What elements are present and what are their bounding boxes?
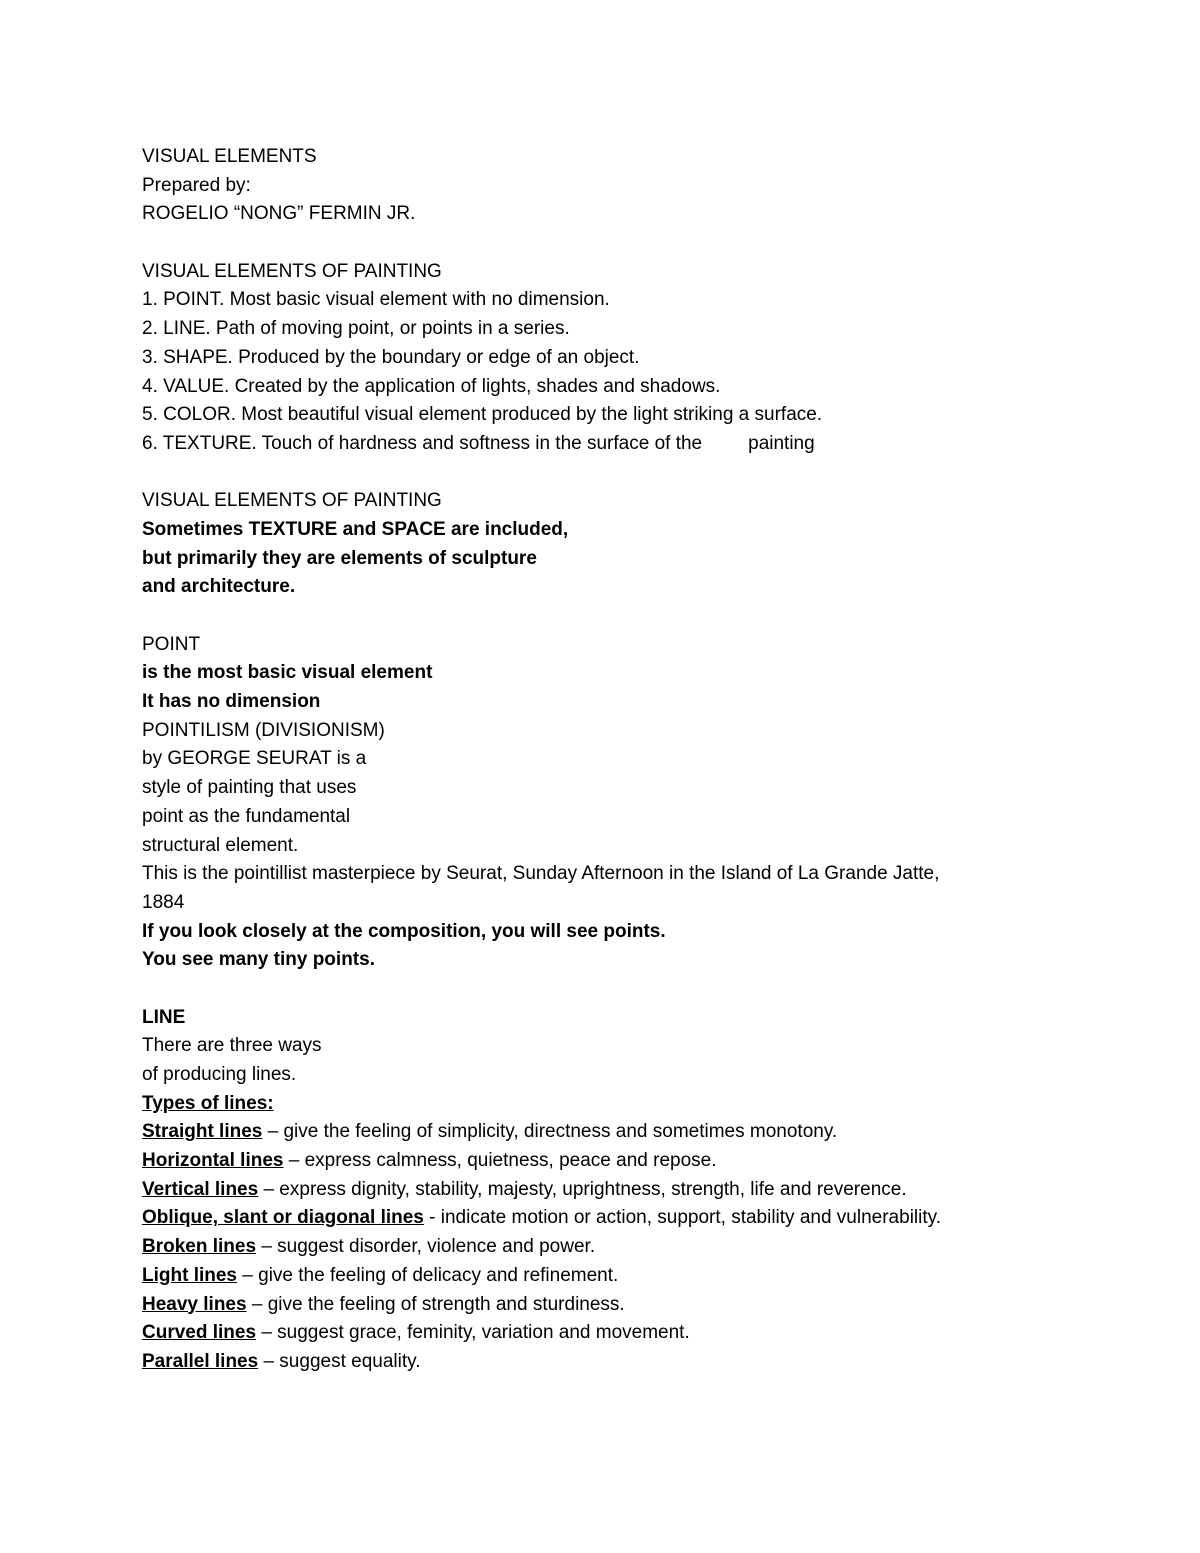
texture-space-note-3: and architecture.: [142, 576, 296, 598]
line-type-item: [142, 1204, 1142, 1233]
section-heading-line: LINE: [142, 1006, 186, 1028]
line-type-desc: – give the feeling of simplicity, directness and sometimes monotony.: [262, 1121, 838, 1143]
line-type-term: Curved lines: [142, 1322, 257, 1344]
list-item-point: 1. POINT. Most basic visual element with no dimension.: [142, 289, 610, 311]
line-intro-1: There are three ways: [142, 1035, 322, 1057]
list-item-texture-tail: painting: [748, 432, 815, 454]
line-type-term: Vertical lines: [142, 1178, 259, 1200]
line-type-desc: – give the feeling of delicacy and refinement.: [237, 1264, 619, 1286]
line-type-term: Horizontal lines: [142, 1150, 284, 1172]
line-intro-2: of producing lines.: [142, 1064, 297, 1085]
line-type-item: [142, 1348, 1142, 1377]
line-type-term: Parallel lines: [142, 1350, 259, 1372]
point-closing-1: If you look closely at the composition, you will see points.: [142, 920, 666, 942]
types-of-lines-heading: Types of lines:: [142, 1092, 274, 1114]
point-definition: is the most basic visual element: [142, 662, 433, 684]
line-type-item: [142, 1233, 1142, 1262]
list-item-value: 4. VALUE. Created by the application of lights, shades and shadows.: [142, 375, 721, 397]
texture-space-note-2: but primarily they are elements of sculpture: [142, 547, 537, 569]
document-page: [142, 143, 1142, 1377]
texture-space-note-1: Sometimes TEXTURE and SPACE are included,: [142, 518, 569, 540]
list-item-color: 5. COLOR. Most beautiful visual element produced by the light striking a surface.: [142, 404, 823, 426]
line-type-item: [142, 1262, 1142, 1291]
document-title: VISUAL ELEMENTS: [142, 146, 317, 167]
section-heading-painting-2: VISUAL ELEMENTS OF PAINTING: [142, 490, 442, 512]
section-heading-point: POINT: [142, 633, 201, 655]
spacer: [142, 459, 1142, 488]
point-text-line: structural element.: [142, 834, 299, 856]
list-item-texture: [142, 430, 1142, 459]
line-type-item: [142, 1319, 1142, 1348]
point-dimension: It has no dimension: [142, 691, 321, 713]
list-item-shape: 3. SHAPE. Produced by the boundary or edge of an object.: [142, 346, 640, 368]
line-type-item: [142, 1176, 1142, 1205]
point-text-line: style of painting that uses: [142, 777, 357, 799]
line-type-term: Broken lines: [142, 1236, 257, 1258]
line-type-item: [142, 1147, 1142, 1176]
list-item-line: 2. LINE. Path of moving point, or points in a series.: [142, 318, 570, 340]
line-type-term: Oblique, slant or diagonal lines: [142, 1207, 424, 1229]
line-type-item: [142, 1291, 1142, 1320]
line-type-desc: – suggest equality.: [258, 1350, 421, 1372]
line-type-item: [142, 1118, 1142, 1147]
point-closing-2: You see many tiny points.: [142, 949, 375, 971]
line-type-desc: - indicate motion or action, support, stability and vulnerability.: [423, 1207, 942, 1229]
spacer: [142, 975, 1142, 1004]
point-text-line: 1884: [142, 891, 185, 913]
line-type-desc: – express calmness, quietness, peace and repose.: [283, 1150, 717, 1172]
point-text-line: This is the pointillist masterpiece by Seurat, Sunday Afternoon in the Island of La Grande Jatte,: [142, 863, 940, 885]
line-type-desc: – give the feeling of strength and sturdiness.: [246, 1293, 625, 1315]
line-type-desc: – suggest grace, feminity, variation and movement.: [256, 1322, 690, 1344]
section-heading-painting: VISUAL ELEMENTS OF PAINTING: [142, 260, 442, 282]
line-type-desc: – suggest disorder, violence and power.: [256, 1236, 596, 1258]
author-name: ROGELIO “NONG” FERMIN JR.: [142, 203, 416, 225]
line-types-list: [142, 1118, 1142, 1376]
line-type-term: Straight lines: [142, 1121, 263, 1143]
line-type-term: Heavy lines: [142, 1293, 247, 1315]
point-text-line: POINTILISM (DIVISIONISM): [142, 719, 385, 741]
spacer: [142, 229, 1142, 258]
line-type-desc: – express dignity, stability, majesty, uprightness, strength, life and reverence.: [258, 1178, 907, 1200]
prepared-by-label: Prepared by:: [142, 174, 251, 196]
line-type-term: Light lines: [142, 1264, 237, 1286]
point-text-line: by GEORGE SEURAT is a: [142, 748, 367, 770]
point-text-line: point as the fundamental: [142, 805, 351, 827]
list-item-texture-text: 6. TEXTURE. Touch of hardness and softness in the surface of the: [142, 432, 703, 454]
spacer: [142, 602, 1142, 631]
